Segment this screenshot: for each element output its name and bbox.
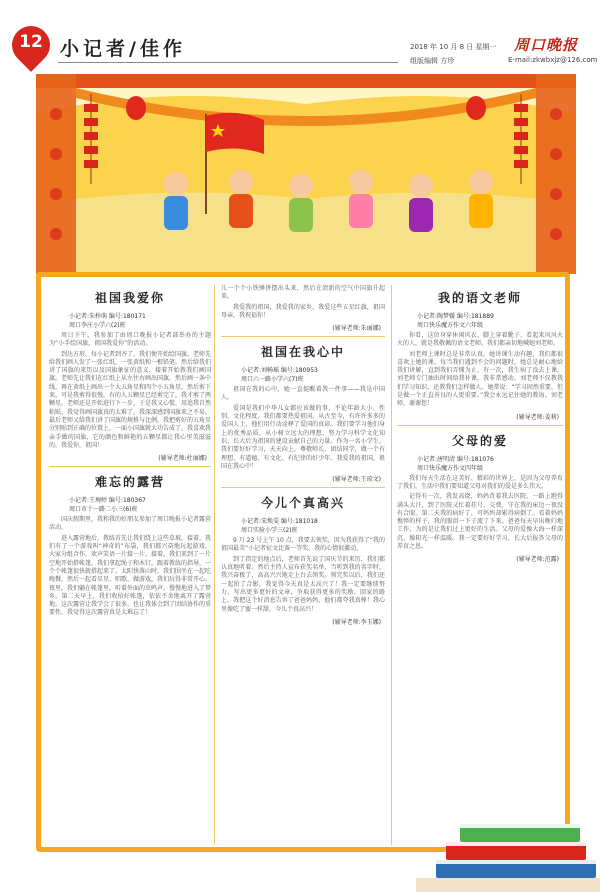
article-teacher: (辅导老师:范露) — [516, 556, 559, 564]
column-divider — [214, 285, 215, 845]
article-paragraph: 记得有一次，我发高烧，妈妈背着我去医院，一路上跑得满头大汗，到了医院又忙着挂号、交费，守在我的床边一夜没有合眼。第二天我的病好了，可妈妈却累得病倒了。看着妈妈憔悴的样子，我的眼泪一下子流了下来。爸爸每天早出晚归地工作，为的是让我们过上更好的生活。父母的爱像大海一样深沉，像阳光一样温暖。我一定要好好学习，长大后报答父母的养育之恩。 — [397, 493, 563, 551]
right-column — [397, 283, 563, 567]
article-title: 今儿个真高兴 — [260, 496, 345, 511]
article-teacher: (辅导老师:杜丽娜) — [158, 455, 207, 463]
page-number-badge — [12, 26, 50, 66]
layout-editor: 组版编辑 方珍 — [410, 57, 455, 65]
article-paragraph: 儿一个个小铁锤拼摆出头来，然后在清新的空气中国旗升起来。 — [221, 285, 385, 301]
article-school: 周口李庄小学六(2)班 — [69, 322, 126, 329]
article-divider — [49, 466, 211, 467]
article-byline: 小记者:刘畅瑶 编号:180953 — [241, 367, 318, 375]
article-byline: 小记者:朱梓萌 编号:180171 — [69, 313, 146, 320]
article-divider — [397, 425, 563, 426]
article-byline: 小记者:唐明清 编号:181076 — [417, 455, 494, 463]
article-teacher: (辅导老师:朱丽娜) — [332, 325, 381, 333]
article-byline: 小记者:王琬婷 编号:180367 — [69, 497, 146, 505]
article-paragraph: 你看，这位身穿休闲风衣、脚上穿着靴子、看起来风风火火的人，就是我敬佩的语文老师。我们都亲切地喊她刘老师。 — [397, 332, 563, 348]
articles-frame — [36, 272, 570, 852]
article-teacher: (辅导老师:姜莉) — [516, 413, 559, 421]
left-column — [49, 283, 211, 618]
article-teacher: (辅导老师:王琼文) — [332, 476, 381, 484]
column-divider — [391, 285, 392, 845]
article-divider — [221, 336, 385, 337]
article-school: 周口六一路小学六(7)班 — [241, 376, 304, 384]
article-school: 周口市十一路二小三(6)班 — [69, 506, 138, 514]
article-byline: 小记者:宋焕雯 编号:181018 — [241, 518, 318, 526]
article-school: 周口快乐魔方作文四年级 — [417, 464, 484, 472]
article-divider — [221, 487, 385, 488]
article-byline: 小记者:陶梦媛 编号:181889 — [417, 313, 494, 320]
article-paragraph: 周日下午，我参加了由周口晚报小记者部举办的主题为“小手绘国旗，祖国我爱你”的活动。 — [49, 332, 211, 348]
issue-meta — [410, 41, 497, 67]
article-title: 我的语文老师 — [437, 291, 522, 305]
article-title: 祖国我爱你 — [94, 291, 165, 305]
article-paragraph: 到了指定的地点后，老师首先说了国庆节的来历，我们都认真地听着。然后主持人宣布获奖名单，当听到我的名字时，我兴奋极了，高高兴兴地走上台去领奖。领完奖以后，我们还一起拍了合影，我觉得今天真是太高兴了！我一定要继续努力，写出更多更好的文章，争取获得更多的奖励。回家的路上，我把这个好消息告诉了爸爸妈妈，他们都夸我真棒！我心里像吃了蜜一样甜，今儿个真高兴！ — [221, 555, 385, 613]
article-title: 难忘的露营 — [94, 475, 165, 490]
issue-date: 2018 年 10 月 8 日 星期一 — [410, 43, 497, 51]
article-paragraph: 刘老师上课时总是非常认真，她讲课生动有趣，我们都很喜欢上她的课。每当我们遇到不会的问题时，她总是耐心地给我们讲解，直到我们弄懂为止。有一次，我生病了没去上课，刘老师专门抽出时间给我补课，我非常感动。刘老师不仅教我们学习知识，还教我们怎样做人。她常说：“学习固然重要，但是做一个正直善良的人更重要。”我会永远记住她的教诲。刘老师，谢谢您！ — [397, 350, 563, 408]
article-paragraph: 到达方形，每小记者到齐了，我们便开始绘国旗，老师先给我们画人发了一张红纸，一张黄纸和一根铅笔。然后给我们讲了国旗的来历以及国旗象征的意义，接着开始教我们画国旗。老师先让我们在红纸上从左往右画出国旗，然后画一条中线，再在黄纸上画出一个大五角星和四个小五角星，然后剪下来。可是我剪得很慢，有的人五颗星已经剪完了，我才剪了两颗星。老师还是开始进行下一步，于是我又心慌，用追我自然粘贴，我觉得画国旗真的太难了，我深深感到国旗来之不易。最后老师又给我们讲了国旗的规格与比例，我把剪好的五角星分别贴到正确的位置上，一面小国旗就大功告成了。我喜欢我亲手做的国旗，它的颜色和鲜艳的五颗星都让我心里美滋滋的。我爱你，祖国！ — [49, 350, 212, 449]
article-school: 周口快乐魔方作文六年级 — [417, 322, 484, 329]
article-paragraph: 祖国在我的心中，她一直提醒着我一件事——我是中国人。 — [221, 386, 385, 402]
article-paragraph: 我们每天生活在这美好、精彩的世界上，是因为父母养育了我们，生活中我们要知道父母对我们的爱是多么伟大。 — [397, 474, 563, 490]
article-paragraph: 9 月 23 号上午 10 点，我要去领奖，因为我获得了“我的祖国最美”小记者征文比赛一等奖，我的心情很激动。 — [221, 537, 385, 553]
newspaper-logo: 周口晚报 — [514, 36, 579, 54]
article-paragraph: 国庆假期里，我和我的好朋友参加了周口晚报小记者露营活动。 — [49, 516, 212, 532]
book-stack-icon — [416, 790, 600, 892]
article-teacher: (辅导老师:李玉娜) — [332, 618, 381, 626]
arch-top — [36, 74, 576, 88]
header-divider — [58, 62, 398, 63]
contact-email: E-mail:zkwbxjz@126.com — [508, 56, 598, 64]
article-paragraph: 我爱我的祖国，我爱我的家乡，我爱这些五星红旗，祖国母亲，我祝福你！ — [221, 303, 385, 319]
page-number: 12 — [19, 32, 43, 52]
article-paragraph: 进入露营地后，教练首先让我们绕上这些草坡，接着，我们有了一个游戏叫“神奇的”布袋，我们都兴奋地玩起游戏，大家分组合作，欢声笑语一片接一片。接着，我们来到了一片空地开始搭帐篷，我们拿起绳子和木钉，跟着教练的指导，一个个帐篷很快就搭起来了。太阳快落山时，我们围坐在一起吃晚餐，然后一起看星星、唱歌、做游戏，我们玩得非常开心。夜里，我们躺在帐篷里，听着外面的虫鸣声，慢慢地进入了梦乡。第二天早上，我们收拾好帐篷，依依不舍地离开了露营地。这次露营让我学会了很多，也让我体会到了团结协作的重要性，我觉得这次露营真是太难忘了！ — [49, 534, 212, 617]
article-paragraph: 爱国是我们中华儿女都应该做的事，不论年龄大小、性别、文化程度，我们都要热爱祖国。从古至今，有许许多多的爱国人士，他们用行动诠释了爱国的真谛。我们要学习他们身上的优秀品质，从小树立远大的理想，努力学习科学文化知识，长大后为祖国的建设贡献自己的力量。作为一名小学生，我们要好好学习，天天向上，尊敬师长，团结同学，做一个有理想、有道德、有文化、有纪律的好少年。我爱我的祖国，祖国在我心中！ — [221, 404, 385, 470]
column-title: 小记者/佳作 — [60, 38, 186, 60]
middle-column — [221, 283, 385, 630]
article-title: 父母的爱 — [451, 433, 508, 448]
article-school: 周口实验小学三(2)班 — [241, 527, 298, 535]
banner-illustration — [36, 74, 576, 274]
page-header — [0, 0, 600, 70]
article-title: 祖国在我心中 — [260, 345, 345, 360]
